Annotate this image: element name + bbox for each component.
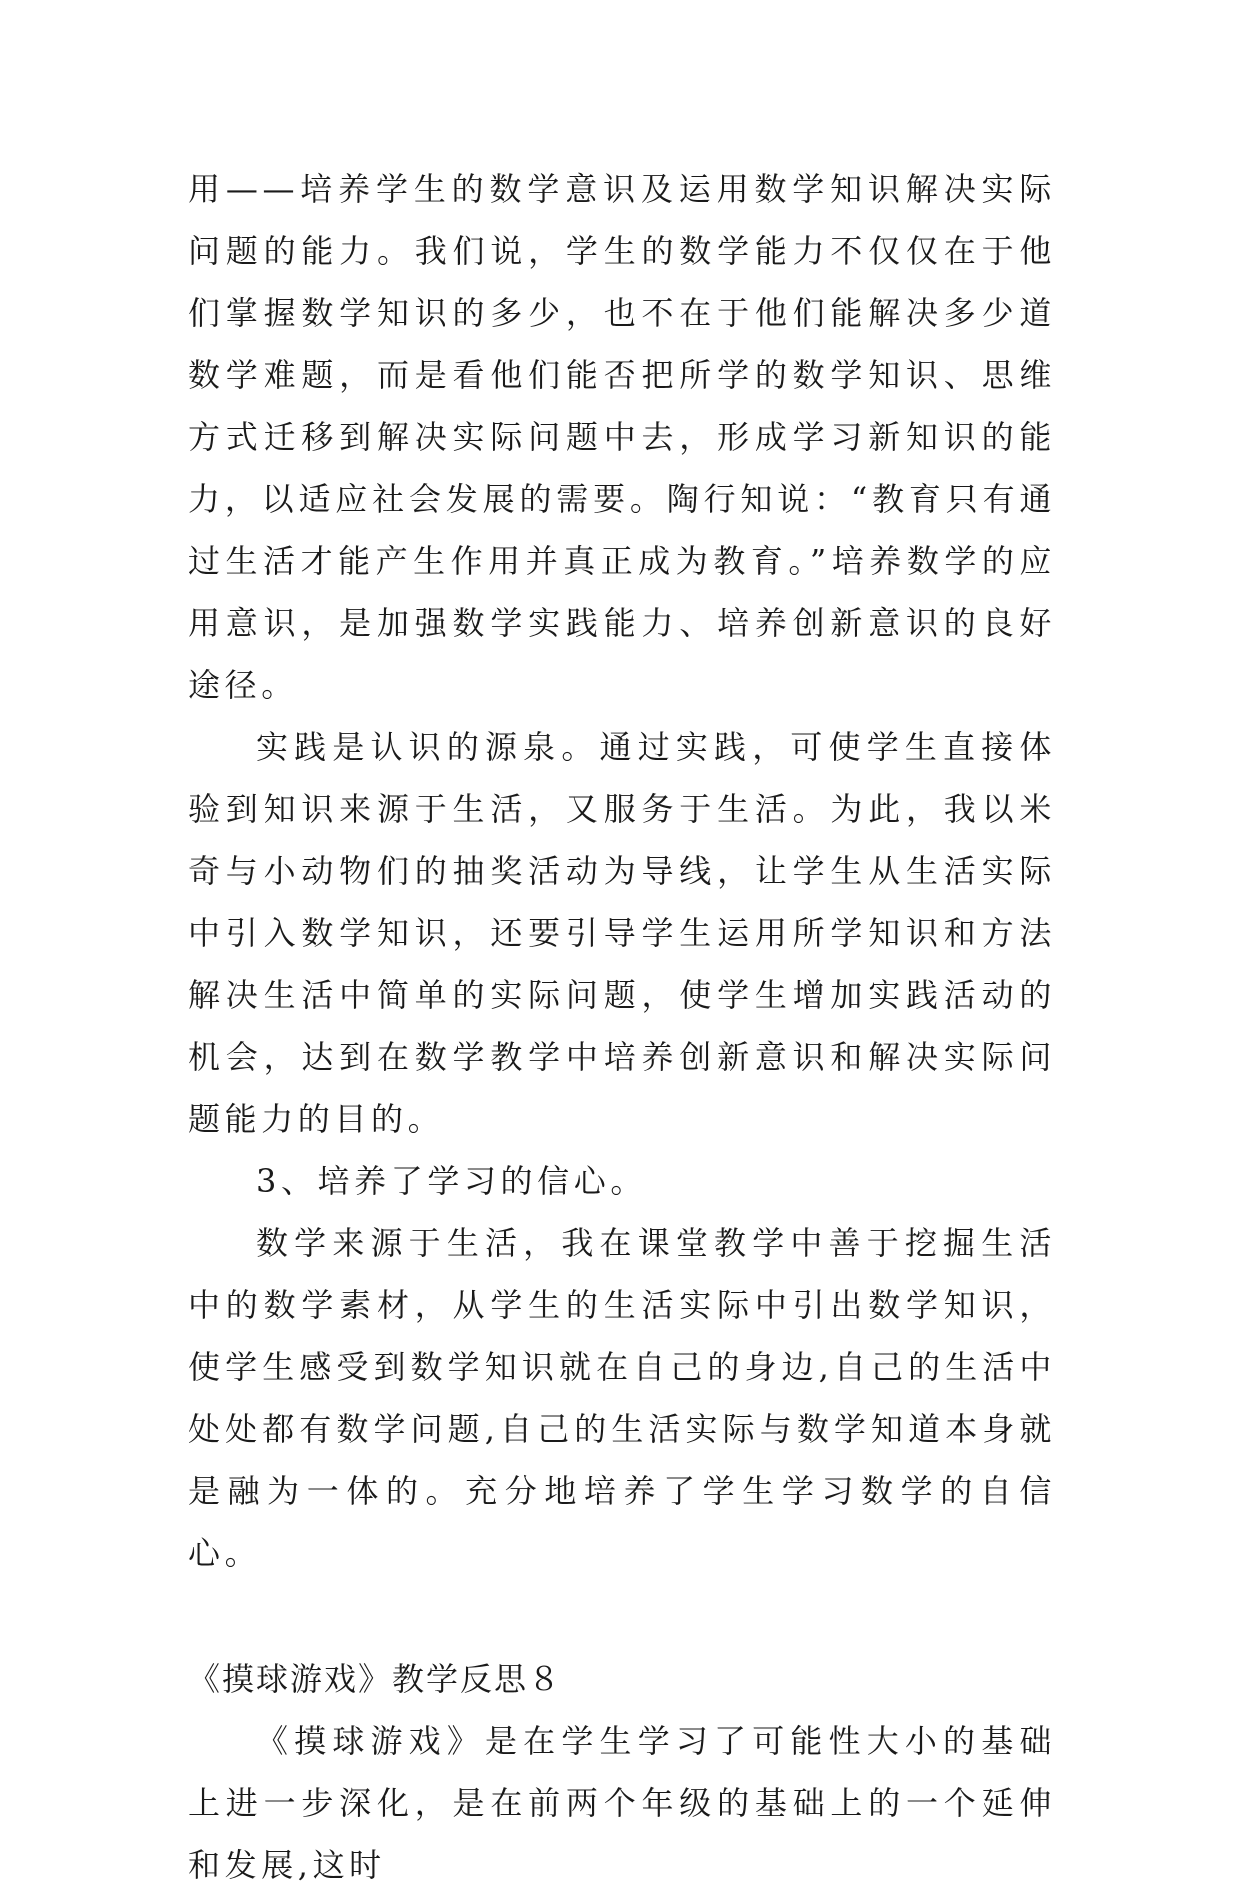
section-title: 《摸球游戏》教学反思８: [188, 1660, 563, 1698]
paragraph-practice: 实践是认识的源泉。通过实践，可使学生直接体验到知识来源于生活，又服务于生活。为此，我以米奇与小动物们的抽奖活动为导线，让学生从生活实际中引入数学知识，还要引导学生运用所学知识和方法解决生活中简单的实际问题，使学生增加实践活动的机会，达到在数学教学中培养创新意识和解决实际问题能力的目的。: [188, 728, 1056, 1138]
paragraph-subheading-confidence: 3、培养了学习的信心。: [256, 1162, 647, 1200]
section-spacer: [188, 1584, 1056, 1648]
document-body: [188, 158, 1056, 1896]
paragraph-continuation: 用——培养学生的数学意识及运用数学知识解决实际问题的能力。我们说，学生的数学能力不仅仅在于他们掌握数学知识的多少，也不在于他们能解决多少道数学难题，而是看他们能否把所学的数学知识、思维方式迁移到解决实际问题中去，形成学习新知识的能力，以适应社会发展的需要。陶行知说：“教育只有通过生活才能产生作用并真正成为教育。”培养数学的应用意识，是加强数学实践能力、培养创新意识的良好途径。: [188, 170, 1056, 704]
paragraph-math-from-life: 数学来源于生活，我在课堂教学中善于挖掘生活中的数学素材，从学生的生活实际中引出数学知识，使学生感受到数学知识就在自己的身边,自己的生活中处处都有数学问题,自己的生活实际与数学知道本身就是融为一体的。充分地培养了学生学习数学的自信心。: [188, 1224, 1056, 1572]
paragraph-section-intro: 《摸球游戏》是在学生学习了可能性大小的基础上进一步深化，是在前两个年级的基础上的一个延伸和发展,这时: [188, 1722, 1056, 1884]
